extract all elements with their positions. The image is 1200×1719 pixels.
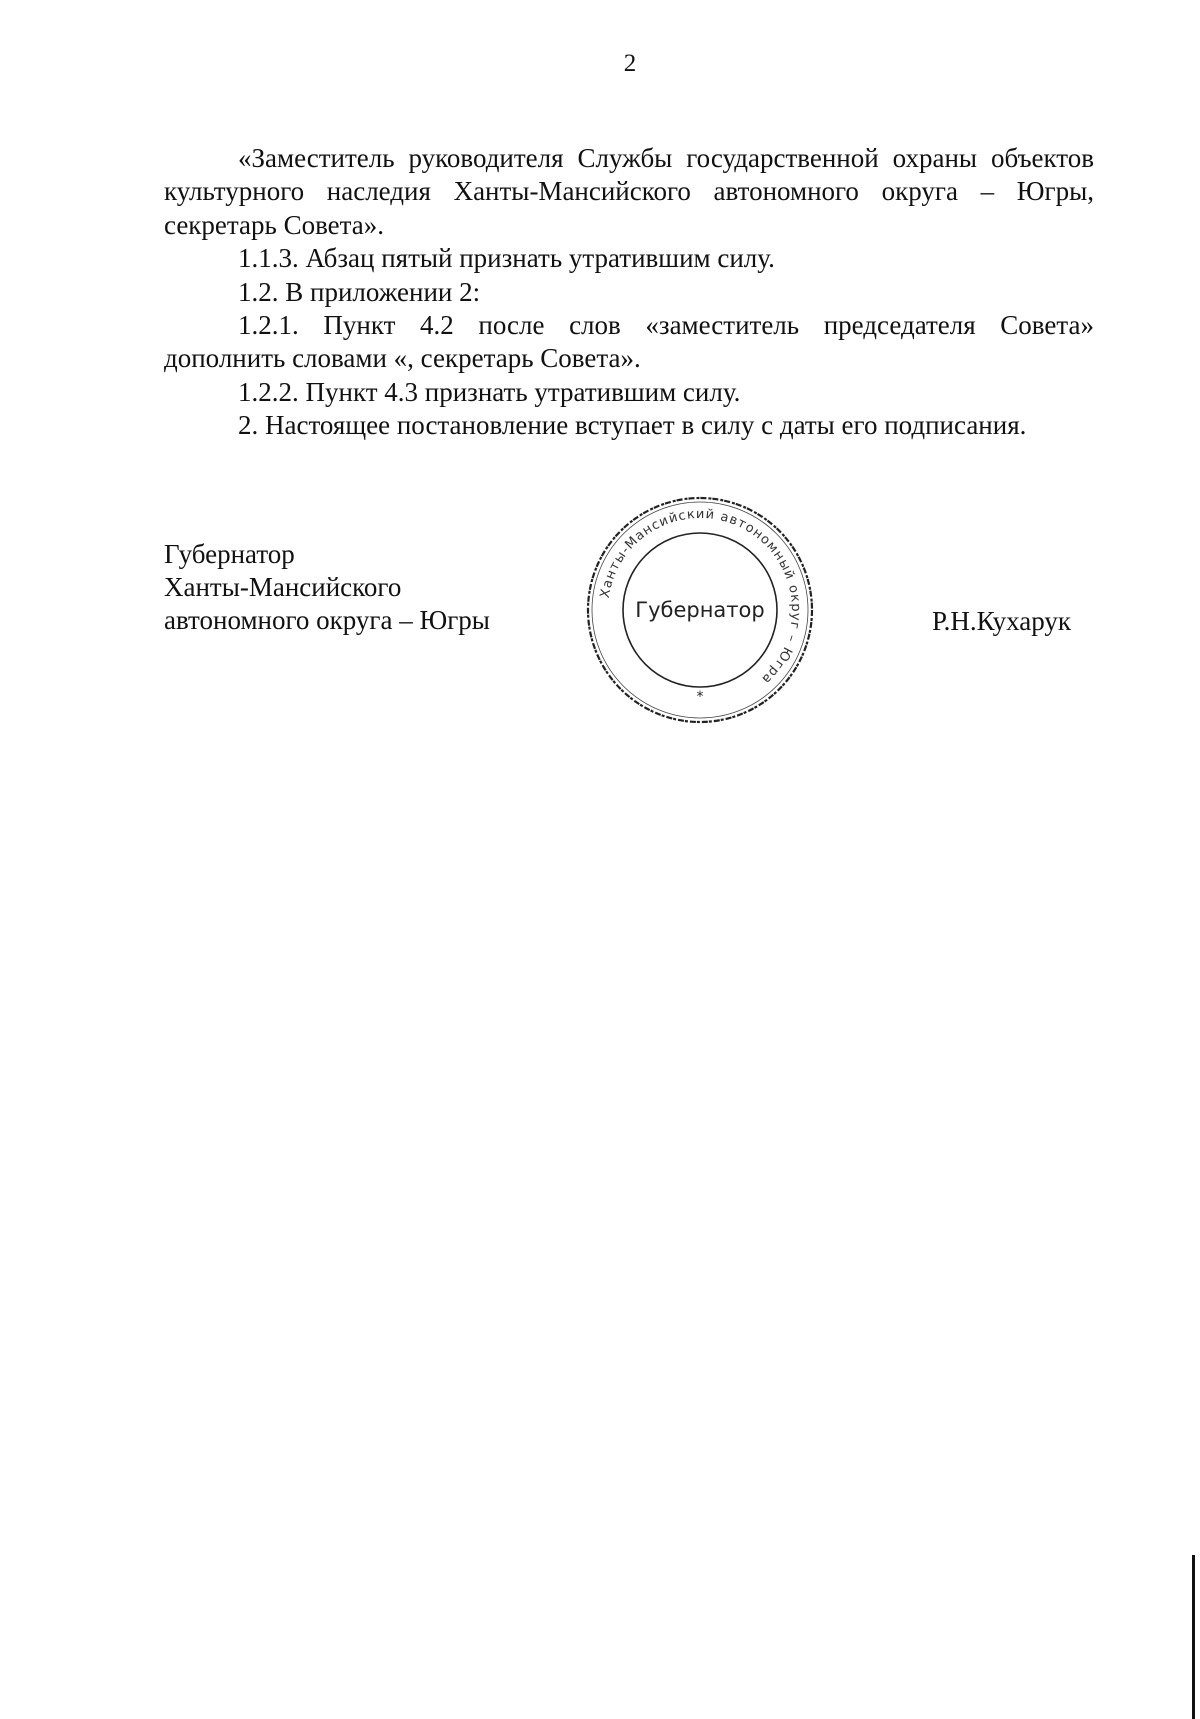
seal-center-text: Губернатор <box>635 598 765 622</box>
seal-icon <box>585 495 815 725</box>
paragraph: 1.1.3. Абзац пятый признать утратившим силу. <box>238 243 775 274</box>
signatory-position-line: Ханты-Мансийского <box>164 572 402 602</box>
signatory-position-line: автономного округа – Югры <box>164 605 490 635</box>
seal-star: * <box>696 689 704 705</box>
paragraph: 1.2. В приложении 2: <box>238 276 481 307</box>
paragraph: 1.2.1. Пункт 4.2 после слов «заместитель председателя Совета» дополнить словами «, секретарь Совета». <box>164 310 1094 374</box>
signatory-position-line: Губернатор <box>164 539 295 569</box>
official-seal <box>585 495 815 725</box>
paragraph: 1.2.2. Пункт 4.3 признать утратившим силу. <box>238 376 741 407</box>
seal-ring-text-path: Ханты-Мансийский автономный округ – Югра <box>597 506 804 688</box>
signatory-position <box>164 538 490 637</box>
paragraph: 2. Настоящее постановление вступает в силу с даты его подписания. <box>238 410 1027 441</box>
document-body <box>164 142 1094 443</box>
page-number: 2 <box>623 50 637 77</box>
scan-edge-mark <box>1192 1555 1195 1719</box>
signatory-name: Р.Н.Кухарук <box>932 606 1072 636</box>
paragraph: «Заместитель руководителя Службы государственной охраны объектов культурного наследия Ханты-Мансийского автономного округа – Югры, секретарь Совета». <box>164 143 1094 240</box>
